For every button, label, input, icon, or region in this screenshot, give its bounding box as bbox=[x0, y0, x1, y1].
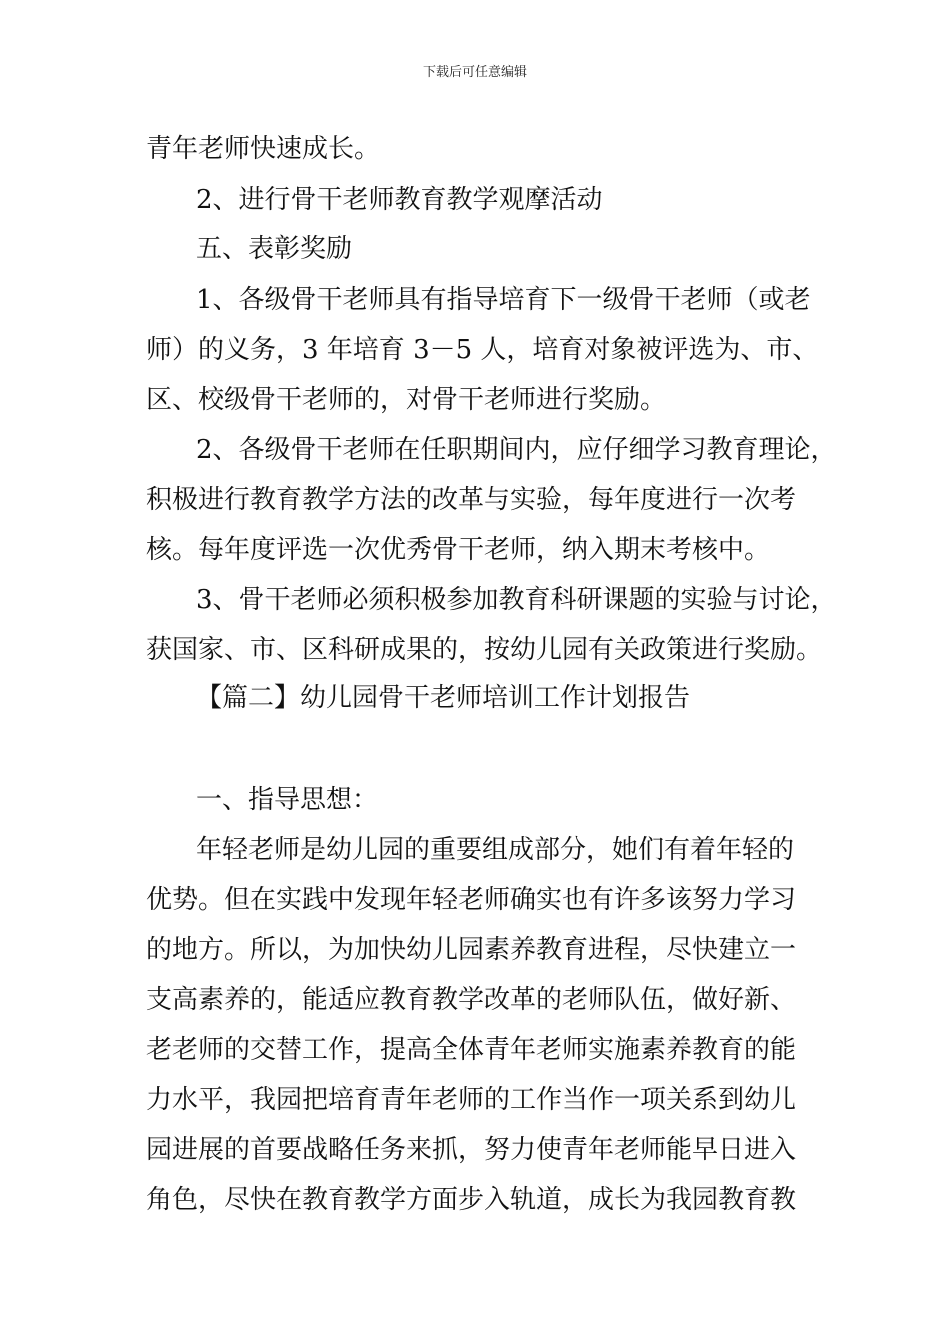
body-text-line: 的地方。所以，为加快幼儿园素养教育进程，尽快建立一 bbox=[146, 935, 797, 965]
body-text-line: 老老师的交替工作，提高全体青年老师实施素养教育的能 bbox=[146, 1035, 797, 1065]
body-text-line: 核。每年度评选一次优秀骨干老师，纳入期末考核中。 bbox=[146, 535, 771, 565]
article-title: 【篇二】幼儿园骨干老师培训工作计划报告 bbox=[196, 683, 691, 713]
body-text-line: 3、骨干老师必须积极参加教育科研课题的实验与讨论， bbox=[196, 585, 837, 615]
body-text-line: 1、各级骨干老师具有指导培育下一级骨干老师（或老 bbox=[196, 285, 811, 315]
list-item-heading: 2、进行骨干老师教育教学观摩活动 bbox=[196, 185, 603, 215]
body-text-line: 积极进行教育教学方法的改革与实验，每年度进行一次考 bbox=[146, 485, 797, 515]
page-header: 下载后可任意编辑 bbox=[422, 65, 527, 80]
body-text-line: 力水平，我园把培育青年老师的工作当作一项关系到幼儿 bbox=[146, 1085, 797, 1115]
body-text-line: 区、校级骨干老师的，对骨干老师进行奖励。 bbox=[146, 385, 667, 415]
body-text-line: 2、各级骨干老师在任职期间内，应仔细学习教育理论， bbox=[196, 435, 837, 465]
body-text-line: 园进展的首要战略任务来抓，努力使青年老师能早日进入 bbox=[146, 1135, 797, 1165]
body-text-line: 获国家、市、区科研成果的，按幼儿园有关政策进行奖励。 bbox=[146, 635, 823, 665]
section-heading: 一、指导思想： bbox=[196, 785, 379, 815]
body-text-line: 角色，尽快在教育教学方面步入轨道，成长为我园教育教 bbox=[146, 1185, 797, 1215]
body-text-line: 优势。但在实践中发现年轻老师确实也有许多该努力学习 bbox=[146, 885, 797, 915]
body-text-line: 年轻老师是幼儿园的重要组成部分，她们有着年轻的 bbox=[196, 835, 795, 865]
section-heading: 五、表彰奖励 bbox=[196, 234, 353, 264]
body-text-line: 师）的义务，3 年培育 3－5 人，培育对象被评选为、市、 bbox=[146, 335, 819, 365]
body-text-line: 青年老师快速成长。 bbox=[146, 134, 381, 164]
body-text-line: 支高素养的，能适应教育教学改革的老师队伍，做好新、 bbox=[146, 985, 797, 1015]
